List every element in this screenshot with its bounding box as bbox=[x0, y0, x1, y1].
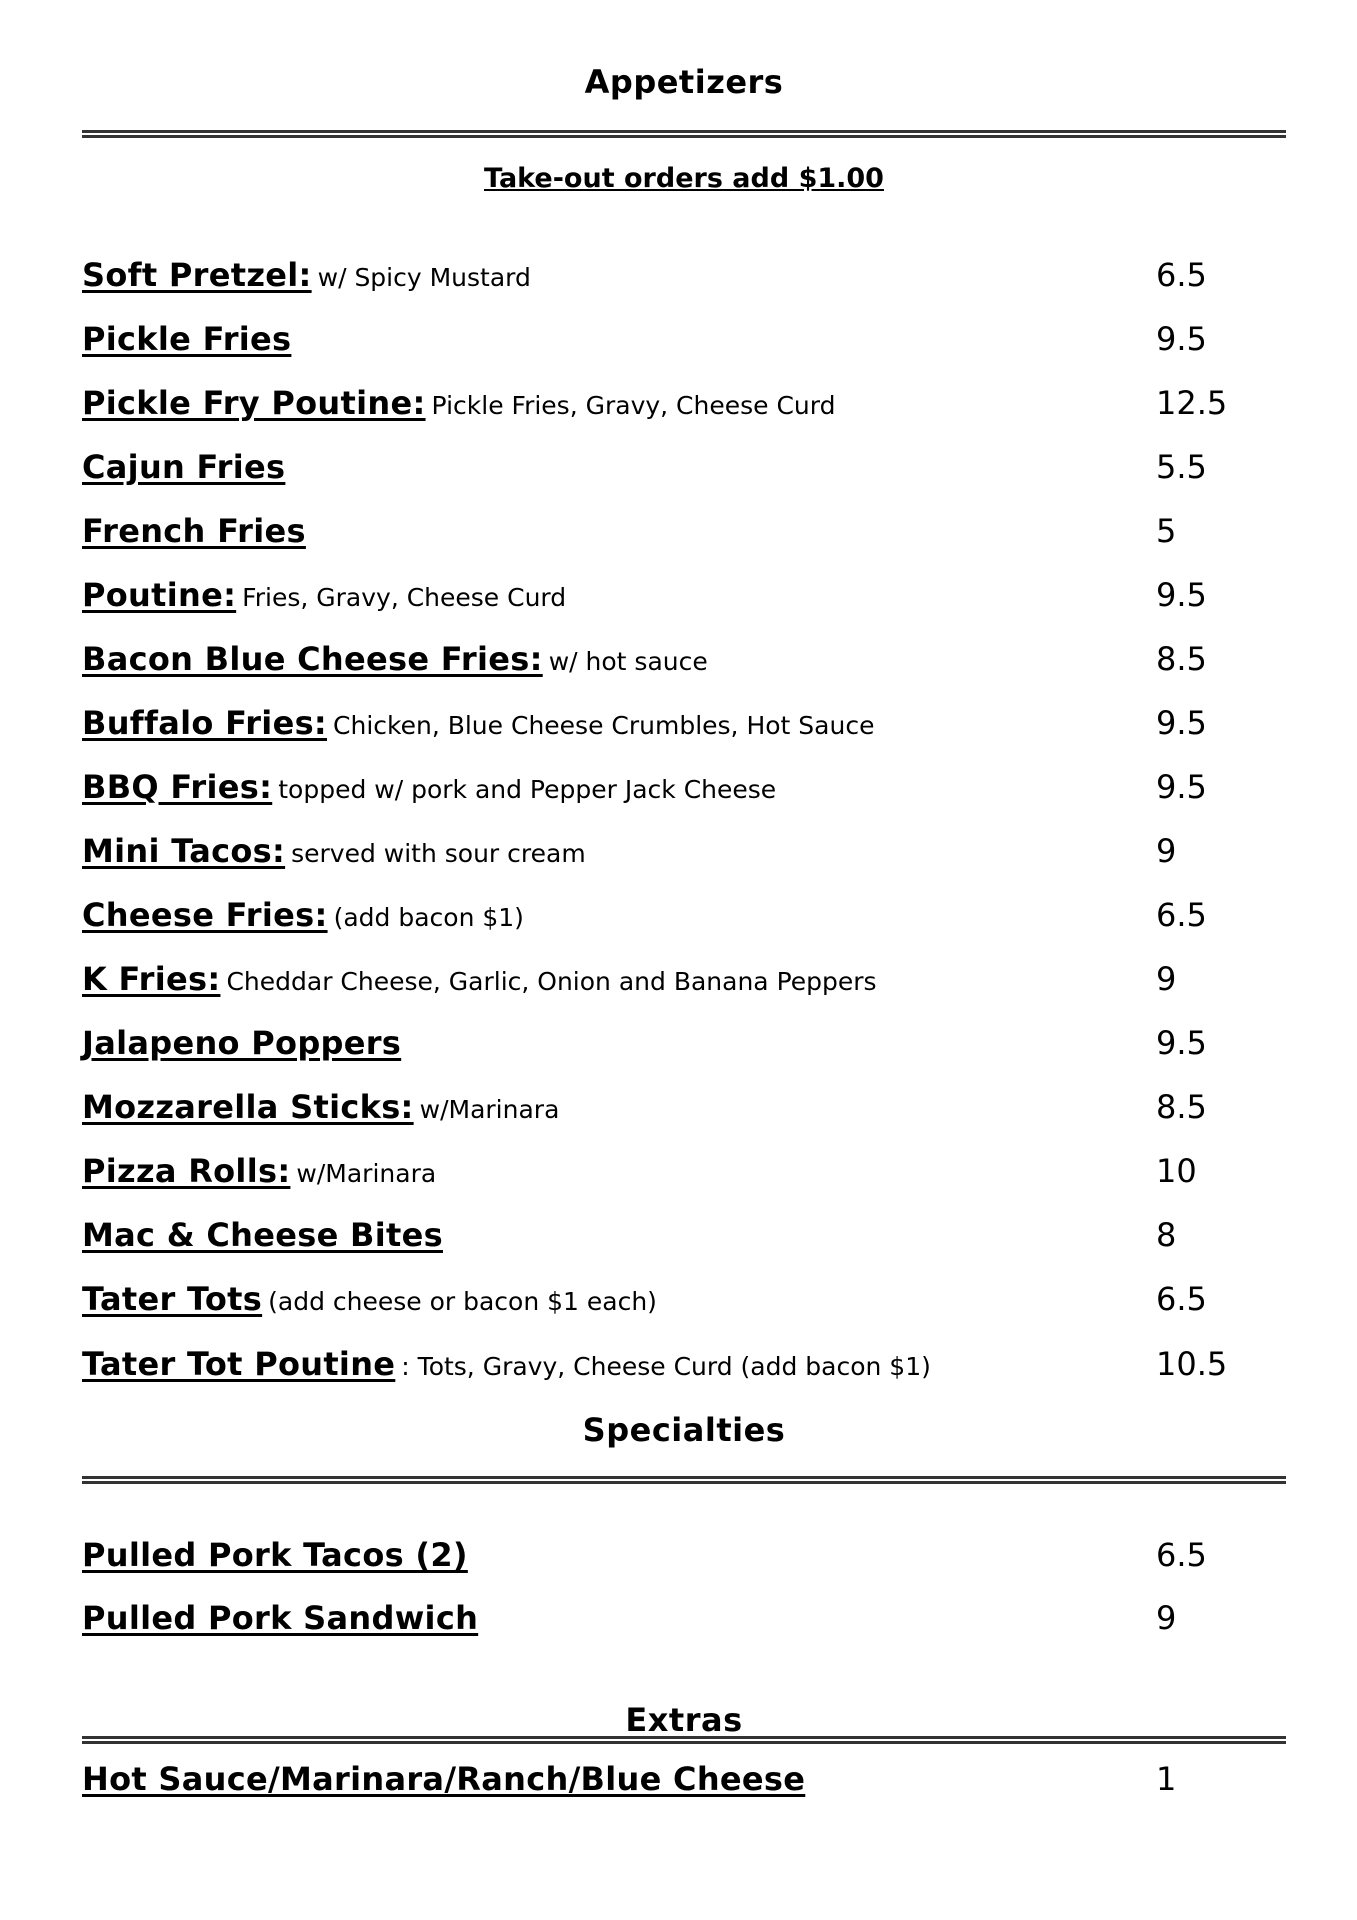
item-price: 9.5 bbox=[1156, 768, 1207, 806]
item-description: w/ hot sauce bbox=[548, 647, 708, 676]
menu-item bbox=[82, 768, 1286, 818]
menu-item bbox=[82, 256, 1286, 306]
item-description: : Tots, Gravy, Cheese Curd (add bacon $1) bbox=[401, 1352, 931, 1381]
item-price: 9.5 bbox=[1156, 1024, 1207, 1062]
item-name: Hot Sauce/Marinara/Ranch/Blue Cheese bbox=[82, 1760, 806, 1798]
item-description: w/Marinara bbox=[419, 1095, 560, 1124]
menu-item bbox=[82, 832, 1286, 882]
item-name: Pickle Fries bbox=[82, 320, 292, 358]
item-description: (add bacon $1) bbox=[333, 903, 524, 932]
menu-item bbox=[82, 704, 1286, 754]
item-name: Jalapeno Poppers bbox=[82, 1024, 402, 1062]
menu-item bbox=[82, 384, 1286, 434]
menu-item bbox=[82, 576, 1286, 626]
item-description: served with sour cream bbox=[291, 839, 586, 868]
menu-item bbox=[82, 448, 1286, 498]
item-price: 9.5 bbox=[1156, 704, 1207, 742]
item-price: 12.5 bbox=[1156, 384, 1228, 422]
item-name: Mac & Cheese Bites bbox=[82, 1216, 443, 1254]
menu-item bbox=[82, 1345, 1286, 1395]
menu-item bbox=[82, 896, 1286, 946]
item-name: Mozzarella Sticks: bbox=[82, 1088, 414, 1126]
menu-item bbox=[82, 1280, 1286, 1330]
item-description: Cheddar Cheese, Garlic, Onion and Banana Peppers bbox=[226, 967, 877, 996]
item-price: 8.5 bbox=[1156, 1088, 1207, 1126]
item-description: (add cheese or bacon $1 each) bbox=[268, 1287, 657, 1316]
item-name: Cajun Fries bbox=[82, 448, 286, 486]
specialties-title: Specialties bbox=[582, 1411, 786, 1449]
item-price: 5 bbox=[1156, 512, 1177, 550]
menu-item bbox=[82, 1760, 1286, 1810]
item-name: Pulled Pork Tacos (2) bbox=[82, 1536, 468, 1574]
item-name: BBQ Fries: bbox=[82, 768, 273, 806]
item-price: 9 bbox=[1156, 832, 1177, 870]
item-price: 6.5 bbox=[1156, 256, 1207, 294]
item-name: Cheese Fries: bbox=[82, 896, 328, 934]
takeout-note: Take-out orders add $1.00 bbox=[484, 163, 884, 194]
item-name: Pickle Fry Poutine: bbox=[82, 384, 426, 422]
item-name: K Fries: bbox=[82, 960, 221, 998]
menu-page bbox=[82, 0, 1286, 1920]
item-price: 6.5 bbox=[1156, 896, 1207, 934]
menu-item bbox=[82, 640, 1286, 690]
menu-item bbox=[82, 1599, 1286, 1649]
appetizers-title: Appetizers bbox=[584, 63, 784, 101]
item-name: Tater Tot Poutine bbox=[82, 1345, 396, 1383]
menu-item bbox=[82, 1152, 1286, 1202]
item-name: Poutine: bbox=[82, 576, 237, 614]
item-name: Buffalo Fries: bbox=[82, 704, 328, 742]
item-price: 10 bbox=[1156, 1152, 1197, 1190]
item-description: topped w/ pork and Pepper Jack Cheese bbox=[278, 775, 777, 804]
item-name: Bacon Blue Cheese Fries: bbox=[82, 640, 543, 678]
item-name: Tater Tots bbox=[82, 1280, 263, 1318]
extras-divider bbox=[82, 1736, 1286, 1744]
specialties-divider bbox=[82, 1476, 1286, 1484]
menu-item bbox=[82, 320, 1286, 370]
item-price: 9 bbox=[1156, 960, 1177, 998]
item-price: 1 bbox=[1156, 1760, 1177, 1798]
item-name: Pulled Pork Sandwich bbox=[82, 1599, 479, 1637]
item-price: 9.5 bbox=[1156, 576, 1207, 614]
item-name: Mini Tacos: bbox=[82, 832, 286, 870]
item-price: 8 bbox=[1156, 1216, 1177, 1254]
item-name: Pizza Rolls: bbox=[82, 1152, 291, 1190]
item-description: w/ Spicy Mustard bbox=[317, 263, 531, 292]
item-price: 5.5 bbox=[1156, 448, 1207, 486]
item-price: 10.5 bbox=[1156, 1345, 1228, 1383]
item-price: 6.5 bbox=[1156, 1280, 1207, 1318]
item-price: 9.5 bbox=[1156, 320, 1207, 358]
item-price: 6.5 bbox=[1156, 1536, 1207, 1574]
item-description: Chicken, Blue Cheese Crumbles, Hot Sauce bbox=[333, 711, 875, 740]
item-name: French Fries bbox=[82, 512, 306, 550]
item-description: Pickle Fries, Gravy, Cheese Curd bbox=[431, 391, 836, 420]
item-description: Fries, Gravy, Cheese Curd bbox=[242, 583, 567, 612]
menu-item bbox=[82, 512, 1286, 562]
item-description: w/Marinara bbox=[296, 1159, 437, 1188]
item-price: 8.5 bbox=[1156, 640, 1207, 678]
appetizers-divider bbox=[82, 130, 1286, 138]
menu-item bbox=[82, 960, 1286, 1010]
extras-title: Extras bbox=[625, 1701, 743, 1739]
menu-item bbox=[82, 1024, 1286, 1074]
menu-item bbox=[82, 1216, 1286, 1266]
item-name: Soft Pretzel: bbox=[82, 256, 312, 294]
menu-item bbox=[82, 1088, 1286, 1138]
menu-item bbox=[82, 1536, 1286, 1586]
item-price: 9 bbox=[1156, 1599, 1177, 1637]
